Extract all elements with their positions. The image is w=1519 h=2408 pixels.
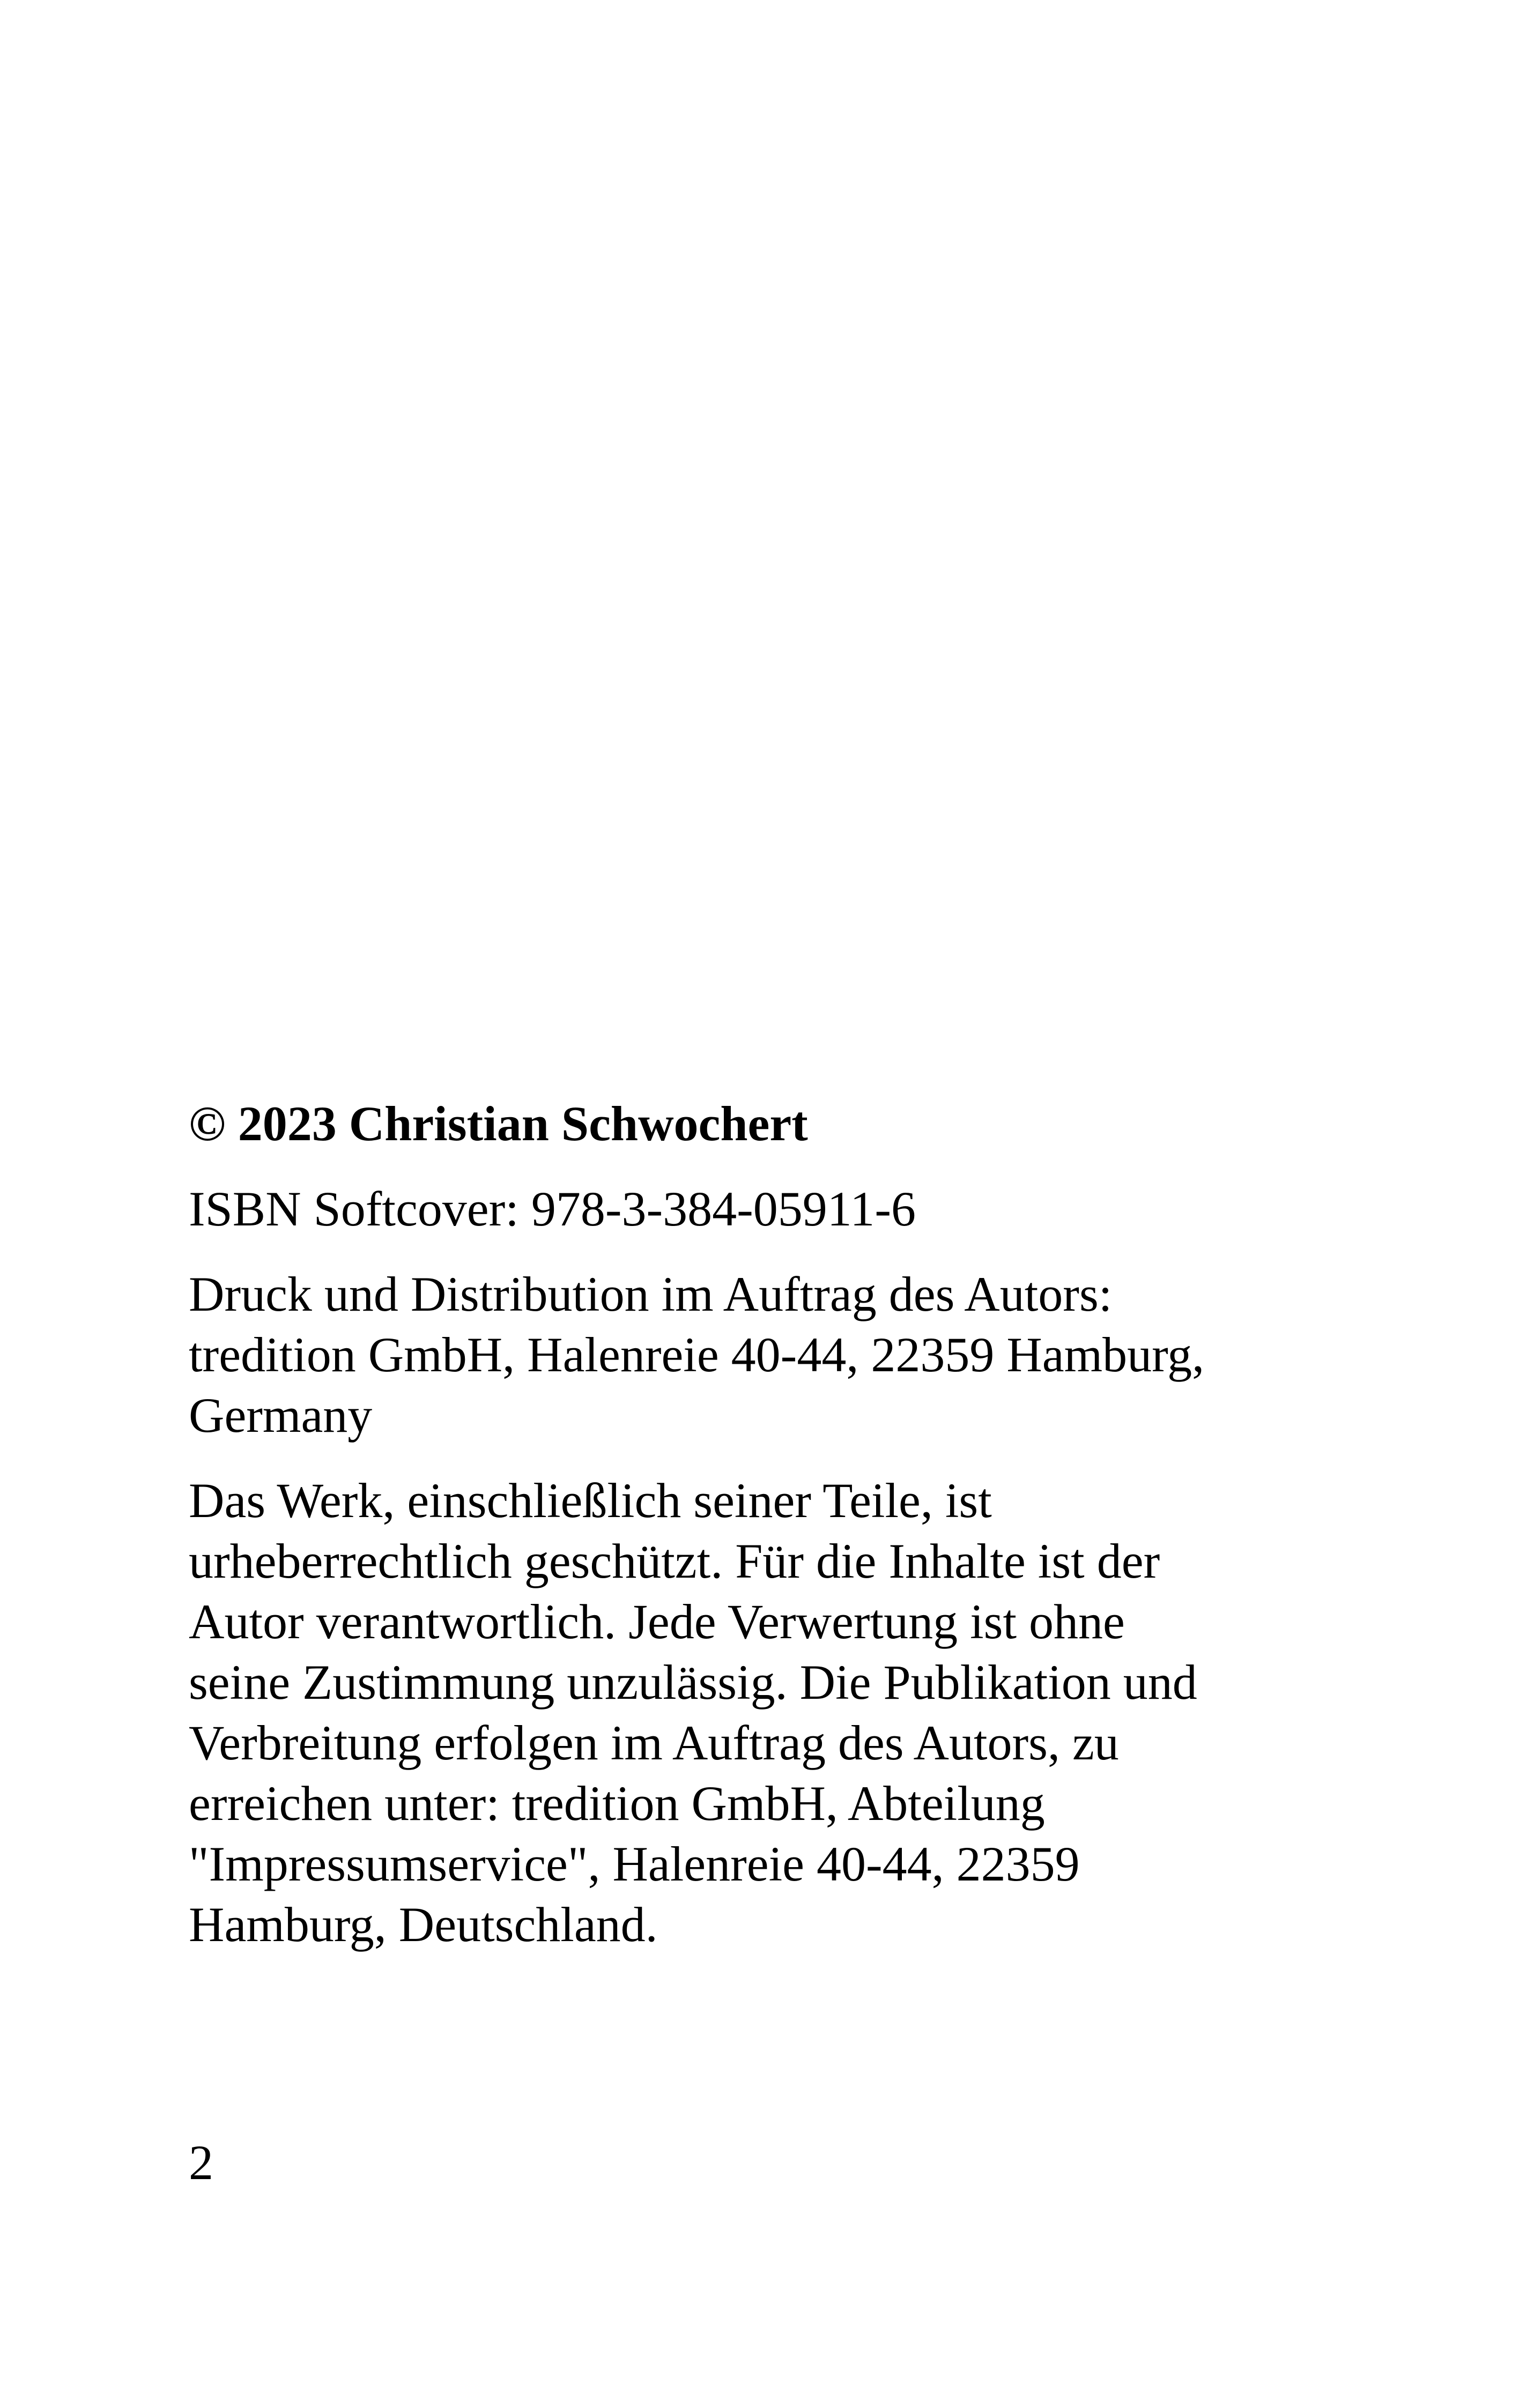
page-number: 2 (189, 2135, 213, 2190)
printer-info-line: tredition GmbH, Halenreie 40-44, 22359 Hamburg, (189, 1327, 1205, 1382)
imprint-block (189, 1094, 1347, 1955)
isbn-line: ISBN Softcover: 978-3-384-05911-6 (189, 1181, 916, 1236)
legal-notice-line: seine Zustimmung unzulässig. Die Publikation und (189, 1655, 1197, 1710)
legal-notice-line: erreichen unter: tredition GmbH, Abteilung (189, 1776, 1045, 1831)
printer-info (189, 1264, 1347, 1446)
legal-notice-line: Verbreitung erfolgen im Auftrag des Autors, zu (189, 1715, 1119, 1770)
legal-notice-line: Das Werk, einschließlich seiner Teile, ist (189, 1473, 992, 1528)
printer-info-line: Druck und Distribution im Auftrag des Autors: (189, 1267, 1113, 1321)
legal-notice-line: "Impressumservice", Halenreie 40-44, 22359 (189, 1837, 1080, 1891)
legal-notice-line: Hamburg, Deutschland. (189, 1897, 658, 1952)
legal-notice-line: urheberrechtlich geschützt. Für die Inhalte ist der (189, 1534, 1160, 1588)
legal-notice (189, 1470, 1347, 1955)
printer-info-line: Germany (189, 1388, 373, 1443)
copyright-notice: © 2023 Christian Schwochert (189, 1096, 808, 1151)
legal-notice-line: Autor verantwortlich. Jede Verwertung ist ohne (189, 1594, 1125, 1649)
